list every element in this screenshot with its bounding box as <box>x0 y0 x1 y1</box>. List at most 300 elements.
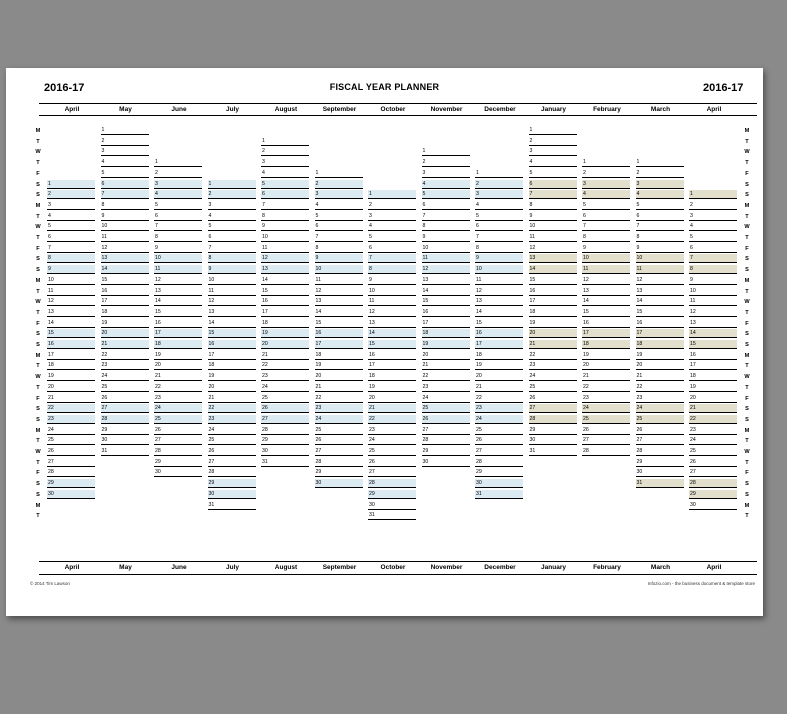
day-cell: 9 <box>689 276 737 285</box>
day-cell: 10 <box>475 265 523 274</box>
day-cell: 1 <box>529 126 577 135</box>
day-cell: 24 <box>582 404 630 413</box>
day-cell: 18 <box>368 372 416 381</box>
day-cell: 11 <box>101 233 149 242</box>
day-cell: 27 <box>582 436 630 445</box>
day-cell: 5 <box>636 201 684 210</box>
weekday-letter-right: M <box>744 352 750 359</box>
day-cell: 14 <box>475 308 523 317</box>
day-cell: 8 <box>582 233 630 242</box>
day-cell: 15 <box>475 319 523 328</box>
month-header-top: October <box>380 106 406 113</box>
weekday-letter-left: T <box>36 438 40 445</box>
day-cell: 11 <box>368 297 416 306</box>
day-cell: 8 <box>101 201 149 210</box>
day-cell: 4 <box>315 201 363 210</box>
weekday-letter-left: M <box>35 352 41 359</box>
month-header-top: December <box>484 106 516 113</box>
day-cell: 21 <box>689 404 737 413</box>
day-cell: 13 <box>315 297 363 306</box>
day-cell: 23 <box>475 404 523 413</box>
day-cell: 8 <box>315 244 363 253</box>
month-header-top: April <box>64 106 80 113</box>
month-header-top: November <box>430 106 463 113</box>
day-cell: 14 <box>582 297 630 306</box>
weekday-letter-left: S <box>36 256 40 263</box>
month-header-bottom: April <box>64 564 80 571</box>
day-cell: 7 <box>529 190 577 199</box>
day-cell: 26 <box>422 415 470 424</box>
day-cell: 10 <box>368 287 416 296</box>
day-cell: 18 <box>101 308 149 317</box>
day-cell: 11 <box>689 297 737 306</box>
footer-rule-bottom <box>39 574 757 575</box>
weekday-letter-left: F <box>36 470 40 477</box>
month-header-top: March <box>650 106 671 113</box>
day-cell: 14 <box>101 265 149 274</box>
day-cell: 13 <box>475 297 523 306</box>
day-cell: 24 <box>529 372 577 381</box>
day-cell: 5 <box>261 180 309 189</box>
day-cell: 1 <box>154 158 202 167</box>
day-cell: 1 <box>689 190 737 199</box>
day-cell: 1 <box>47 180 95 189</box>
day-cell: 13 <box>422 276 470 285</box>
day-cell: 17 <box>47 351 95 360</box>
day-cell: 24 <box>422 394 470 403</box>
day-cell: 29 <box>636 458 684 467</box>
day-cell: 5 <box>529 169 577 178</box>
day-cell: 1 <box>582 158 630 167</box>
day-cell: 30 <box>529 436 577 445</box>
day-cell: 9 <box>368 276 416 285</box>
weekday-letter-right: S <box>745 481 749 488</box>
day-cell: 23 <box>422 383 470 392</box>
day-cell: 16 <box>689 351 737 360</box>
day-cell: 12 <box>475 287 523 296</box>
weekday-letter-left: T <box>36 384 40 391</box>
day-cell: 17 <box>315 340 363 349</box>
day-cell: 21 <box>101 340 149 349</box>
weekday-letter-right: F <box>745 320 749 327</box>
day-cell: 28 <box>636 447 684 456</box>
day-cell: 4 <box>368 222 416 231</box>
day-cell: 26 <box>315 436 363 445</box>
day-cell: 18 <box>582 340 630 349</box>
day-cell: 10 <box>208 276 256 285</box>
day-cell: 24 <box>475 415 523 424</box>
weekday-letter-right: S <box>745 342 749 348</box>
day-cell: 2 <box>689 201 737 210</box>
day-cell: 29 <box>529 426 577 435</box>
day-cell: 9 <box>475 254 523 263</box>
day-cell: 20 <box>47 383 95 392</box>
day-cell: 10 <box>422 244 470 253</box>
day-cell: 3 <box>47 201 95 210</box>
day-cell: 19 <box>422 340 470 349</box>
day-cell: 23 <box>208 415 256 424</box>
day-cell: 9 <box>101 212 149 221</box>
day-cell: 12 <box>47 297 95 306</box>
day-cell: 19 <box>154 351 202 360</box>
day-cell: 17 <box>475 340 523 349</box>
day-cell: 21 <box>475 383 523 392</box>
weekday-letter-right: T <box>745 160 749 167</box>
day-cell: 24 <box>208 426 256 435</box>
day-cell: 1 <box>261 137 309 146</box>
day-cell: 29 <box>47 479 95 488</box>
day-cell: 14 <box>261 276 309 285</box>
day-cell: 18 <box>422 329 470 338</box>
day-cell: 12 <box>208 297 256 306</box>
day-cell: 29 <box>422 447 470 456</box>
day-cell: 11 <box>208 287 256 296</box>
weekday-letter-right: F <box>745 170 749 177</box>
day-cell: 27 <box>154 436 202 445</box>
day-cell: 31 <box>529 447 577 456</box>
weekday-letter-left: S <box>36 181 40 188</box>
weekday-letter-left: M <box>35 427 41 434</box>
weekday-letter-left: T <box>36 363 40 370</box>
day-cell: 28 <box>47 468 95 477</box>
planner-sheet <box>6 68 763 616</box>
day-cell: 26 <box>689 458 737 467</box>
day-cell: 19 <box>261 329 309 338</box>
day-cell: 18 <box>636 340 684 349</box>
store-credit-text: Infozio.com - the business document & template store <box>647 581 755 586</box>
year-label-right: 2016-17 <box>703 82 744 94</box>
day-cell: 22 <box>529 351 577 360</box>
day-cell: 31 <box>368 511 416 520</box>
day-cell: 15 <box>368 340 416 349</box>
day-cell: 15 <box>636 308 684 317</box>
day-cell: 31 <box>101 447 149 456</box>
weekday-letter-left: F <box>36 320 40 327</box>
header-rule-top <box>39 103 757 104</box>
day-cell: 13 <box>582 287 630 296</box>
day-cell: 30 <box>475 479 523 488</box>
day-cell: 26 <box>101 394 149 403</box>
month-header-bottom: September <box>322 564 357 571</box>
weekday-letter-right: S <box>745 416 749 423</box>
day-cell: 27 <box>261 415 309 424</box>
day-cell: 20 <box>689 394 737 403</box>
day-cell: 28 <box>689 479 737 488</box>
day-cell: 9 <box>422 233 470 242</box>
day-cell: 8 <box>529 201 577 210</box>
planner-title: FISCAL YEAR PLANNER <box>329 82 440 92</box>
day-cell: 4 <box>261 169 309 178</box>
weekday-letter-left: S <box>36 406 40 413</box>
day-cell: 20 <box>101 329 149 338</box>
day-cell: 1 <box>368 190 416 199</box>
day-cell: 30 <box>208 490 256 499</box>
day-cell: 8 <box>368 265 416 274</box>
day-cell: 14 <box>315 308 363 317</box>
day-cell: 27 <box>475 447 523 456</box>
month-header-bottom: August <box>274 564 298 571</box>
day-cell: 8 <box>689 265 737 274</box>
day-cell: 12 <box>422 265 470 274</box>
weekday-letter-right: S <box>745 406 749 413</box>
day-cell: 6 <box>475 222 523 231</box>
day-cell: 23 <box>582 394 630 403</box>
weekday-letter-left: W <box>35 449 41 455</box>
day-cell: 22 <box>101 351 149 360</box>
day-cell: 2 <box>582 169 630 178</box>
day-cell: 25 <box>636 415 684 424</box>
month-header-bottom: April <box>706 564 722 571</box>
day-cell: 7 <box>368 254 416 263</box>
day-cell: 19 <box>208 372 256 381</box>
day-cell: 19 <box>529 319 577 328</box>
weekday-letter-left: W <box>35 224 41 231</box>
day-cell: 22 <box>475 394 523 403</box>
day-cell: 19 <box>47 372 95 381</box>
day-cell: 21 <box>582 372 630 381</box>
day-cell: 19 <box>689 383 737 392</box>
day-cell: 4 <box>475 201 523 210</box>
day-cell: 4 <box>636 190 684 199</box>
day-cell: 7 <box>636 222 684 231</box>
day-cell: 15 <box>208 329 256 338</box>
day-cell: 22 <box>47 404 95 413</box>
day-cell: 4 <box>47 212 95 221</box>
day-cell: 20 <box>208 383 256 392</box>
day-cell: 25 <box>101 383 149 392</box>
day-cell: 3 <box>315 190 363 199</box>
day-cell: 9 <box>154 244 202 253</box>
day-cell: 28 <box>475 458 523 467</box>
weekday-letter-left: F <box>36 395 40 402</box>
day-cell: 6 <box>636 212 684 221</box>
day-cell: 1 <box>475 169 523 178</box>
day-cell: 29 <box>475 468 523 477</box>
day-cell: 24 <box>636 404 684 413</box>
weekday-letter-left: S <box>36 342 40 348</box>
day-cell: 10 <box>154 254 202 263</box>
day-cell: 18 <box>475 351 523 360</box>
weekday-letter-right: S <box>745 192 749 199</box>
weekday-letter-left: W <box>35 299 41 306</box>
day-cell: 27 <box>636 436 684 445</box>
day-cell: 22 <box>208 404 256 413</box>
day-cell: 2 <box>101 137 149 146</box>
day-cell: 12 <box>689 308 737 317</box>
day-cell: 18 <box>529 308 577 317</box>
day-cell: 27 <box>689 468 737 477</box>
weekday-letter-right: W <box>744 149 750 156</box>
day-cell: 18 <box>154 340 202 349</box>
weekday-letter-right: S <box>745 181 749 188</box>
day-cell: 27 <box>368 468 416 477</box>
day-cell: 30 <box>315 479 363 488</box>
day-cell: 7 <box>208 244 256 253</box>
day-cell: 11 <box>315 276 363 285</box>
day-cell: 6 <box>315 222 363 231</box>
day-cell: 6 <box>422 201 470 210</box>
day-cell: 26 <box>261 404 309 413</box>
weekday-letter-right: W <box>744 299 750 306</box>
day-cell: 30 <box>261 447 309 456</box>
day-cell: 17 <box>636 329 684 338</box>
weekday-letter-right: T <box>745 363 749 370</box>
weekday-letter-left: T <box>36 459 40 466</box>
day-cell: 8 <box>154 233 202 242</box>
day-cell: 26 <box>208 447 256 456</box>
day-cell: 12 <box>154 276 202 285</box>
weekday-letter-right: W <box>744 374 750 381</box>
day-cell: 11 <box>47 287 95 296</box>
day-cell: 2 <box>475 180 523 189</box>
day-cell: 31 <box>208 501 256 510</box>
weekday-letter-right: S <box>745 256 749 263</box>
day-cell: 10 <box>315 265 363 274</box>
weekday-letter-right: F <box>745 395 749 402</box>
weekday-letter-right: T <box>745 288 749 295</box>
day-cell: 5 <box>47 222 95 231</box>
day-cell: 7 <box>47 244 95 253</box>
day-cell: 11 <box>154 265 202 274</box>
day-cell: 5 <box>101 169 149 178</box>
weekday-letter-right: T <box>745 213 749 220</box>
day-cell: 9 <box>47 265 95 274</box>
day-cell: 16 <box>315 329 363 338</box>
day-cell: 8 <box>261 212 309 221</box>
day-cell: 18 <box>47 361 95 370</box>
day-cell: 24 <box>101 372 149 381</box>
day-cell: 20 <box>475 372 523 381</box>
day-cell: 21 <box>422 361 470 370</box>
day-cell: 30 <box>47 490 95 499</box>
day-cell: 13 <box>261 265 309 274</box>
day-cell: 11 <box>529 233 577 242</box>
weekday-letter-left: T <box>36 513 40 520</box>
day-cell: 31 <box>261 458 309 467</box>
day-cell: 3 <box>529 147 577 156</box>
day-cell: 9 <box>315 254 363 263</box>
month-header-bottom: January <box>541 564 566 571</box>
day-cell: 3 <box>582 180 630 189</box>
day-cell: 16 <box>368 351 416 360</box>
day-cell: 21 <box>636 372 684 381</box>
month-header-top: August <box>274 106 298 113</box>
day-cell: 20 <box>582 361 630 370</box>
day-cell: 21 <box>368 404 416 413</box>
day-cell: 2 <box>47 190 95 199</box>
day-cell: 8 <box>208 254 256 263</box>
day-cell: 3 <box>261 158 309 167</box>
day-cell: 19 <box>368 383 416 392</box>
day-cell: 28 <box>208 468 256 477</box>
day-cell: 13 <box>101 254 149 263</box>
day-cell: 23 <box>261 372 309 381</box>
day-cell: 21 <box>315 383 363 392</box>
day-cell: 15 <box>154 308 202 317</box>
day-cell: 24 <box>368 436 416 445</box>
weekday-letter-left: M <box>35 128 41 134</box>
day-cell: 15 <box>315 319 363 328</box>
day-cell: 26 <box>47 447 95 456</box>
day-cell: 8 <box>475 244 523 253</box>
day-cell: 24 <box>315 415 363 424</box>
day-cell: 2 <box>154 169 202 178</box>
day-cell: 21 <box>261 351 309 360</box>
month-header-top: July <box>225 106 239 113</box>
day-cell: 19 <box>636 351 684 360</box>
day-cell: 22 <box>422 372 470 381</box>
day-cell: 20 <box>154 361 202 370</box>
day-cell: 17 <box>529 297 577 306</box>
day-cell: 16 <box>47 340 95 349</box>
day-cell: 3 <box>101 147 149 156</box>
day-cell: 13 <box>154 287 202 296</box>
day-cell: 2 <box>368 201 416 210</box>
weekday-letter-right: F <box>745 245 749 252</box>
day-cell: 30 <box>368 501 416 510</box>
day-cell: 18 <box>208 361 256 370</box>
day-cell: 8 <box>422 222 470 231</box>
day-cell: 3 <box>368 212 416 221</box>
day-cell: 4 <box>101 158 149 167</box>
weekday-letter-right: T <box>745 513 749 520</box>
day-cell: 13 <box>636 287 684 296</box>
day-cell: 23 <box>689 426 737 435</box>
weekday-letter-right: T <box>745 384 749 391</box>
day-cell: 6 <box>208 233 256 242</box>
day-cell: 14 <box>689 329 737 338</box>
day-cell: 25 <box>475 426 523 435</box>
day-cell: 23 <box>101 361 149 370</box>
day-cell: 19 <box>475 361 523 370</box>
day-cell: 5 <box>422 190 470 199</box>
day-cell: 28 <box>101 415 149 424</box>
day-cell: 28 <box>422 436 470 445</box>
day-cell: 23 <box>636 394 684 403</box>
header-rule-bottom <box>39 115 757 116</box>
day-cell: 4 <box>208 212 256 221</box>
day-cell: 7 <box>101 190 149 199</box>
day-cell: 25 <box>689 447 737 456</box>
weekday-letter-right: T <box>745 309 749 316</box>
day-cell: 12 <box>101 244 149 253</box>
day-cell: 13 <box>208 308 256 317</box>
day-cell: 3 <box>475 190 523 199</box>
day-cell: 5 <box>475 212 523 221</box>
day-cell: 17 <box>261 308 309 317</box>
weekday-letter-left: M <box>35 502 41 509</box>
day-cell: 11 <box>636 265 684 274</box>
day-cell: 16 <box>208 340 256 349</box>
day-cell: 4 <box>529 158 577 167</box>
day-cell: 16 <box>475 329 523 338</box>
day-cell: 6 <box>582 212 630 221</box>
weekday-letter-right: M <box>744 502 750 509</box>
day-cell: 8 <box>47 254 95 263</box>
day-cell: 7 <box>315 233 363 242</box>
day-cell: 6 <box>154 212 202 221</box>
day-cell: 10 <box>636 254 684 263</box>
weekday-letter-left: T <box>36 160 40 167</box>
day-cell: 30 <box>422 458 470 467</box>
day-cell: 5 <box>368 233 416 242</box>
day-cell: 14 <box>636 297 684 306</box>
day-cell: 30 <box>154 468 202 477</box>
month-header-bottom: July <box>225 564 239 571</box>
year-label-left: 2016-17 <box>44 82 85 94</box>
weekday-letter-right: M <box>744 128 750 134</box>
weekday-letter-left: F <box>36 170 40 177</box>
